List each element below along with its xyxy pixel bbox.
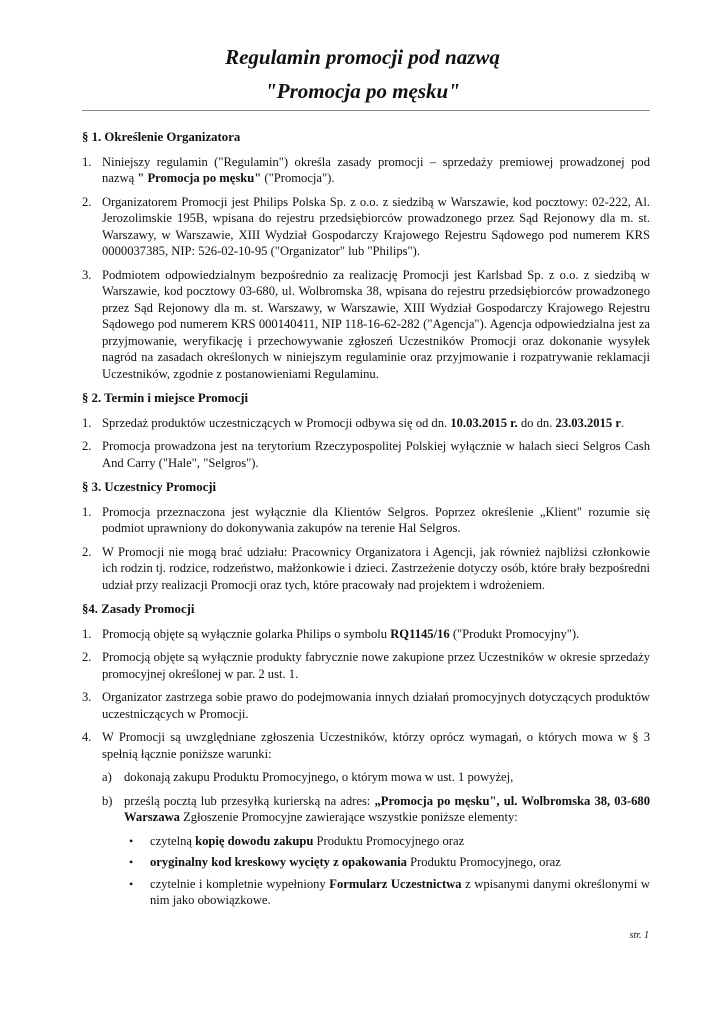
section-3-heading: § 3. Uczestnicy Promocji — [82, 480, 217, 494]
document-body — [82, 121, 650, 914]
requirement-bullet-2 — [82, 854, 650, 871]
bold-text: kopię dowodu zakupu — [195, 833, 314, 848]
subitem-letter: b) — [102, 793, 113, 808]
item-text: Promocją objęte są wyłącznie golarka Philips o symbolu — [102, 626, 391, 641]
item-number: 2. — [82, 650, 92, 664]
bold-text: oryginalny kod kreskowy wycięty z opakowania — [150, 855, 407, 869]
section-2-item-2 — [82, 438, 650, 471]
section-1-item-2 — [82, 194, 650, 260]
item-text: z wpisanymi danymi określonymi w nim jako obowiązkowe. — [150, 876, 651, 907]
item-text: czytelną — [150, 833, 196, 848]
requirement-bullet-3 — [82, 876, 650, 909]
bullet-icon: • — [129, 855, 134, 869]
item-text: Podmiotem odpowiedzialnym bezpośrednio za realizację Promocji jest Karlsbad Sp. z o.o. z siedzibą w Warszawie, kod pocztowy 03-680, ul. Wolbromska 38, wpisana do rejestru przedsiębiorców prowadzonego przez Sąd Rejonowy dla m. st. Warszawy, w Warszawie, XIII Wydział Gospodarczy Krajowego Rejestru Sądowego pod numerem KRS 000140411, NIP 118-16-62-282 ("Agencja"). Agencja odpowiedzialna jest za przyjmowanie, weryfikację i przechowywanie zgłoszeń Uczestników Promocji oraz dokonanie wysyłek nagród na zasadach określonych w niniejszym regulaminie oraz przyjmowanie i rozpatrywanie reklamacji Uczestników, zgodnie z postanowieniami Regulaminu. — [102, 267, 650, 381]
mailing-address: „Promocja po męsku", ul. Wolbromska 38, 03-680 Warszawa — [124, 793, 650, 824]
section-2-item-1 — [82, 415, 650, 432]
title-line-1: Regulamin promocji pod nazwą — [225, 45, 500, 69]
item-text: ("Produkt Promocyjny"). — [449, 626, 580, 641]
item-text: czytelnie i kompletnie wypełniony — [150, 876, 330, 891]
section-4-subitem-a — [82, 769, 650, 786]
item-number: 4. — [82, 730, 92, 744]
section-1-item-1 — [82, 154, 650, 187]
item-text: W Promocji są uwzględniane zgłoszenia Uczestników, którzy oprócz wymagań, o których mowa w § 3 spełnią łącznie poniższe warunki: — [102, 730, 650, 761]
product-symbol: RQ1145/16 — [390, 626, 450, 641]
title-line-2: "Promocja po męsku" — [265, 79, 460, 103]
item-text: ("Promocja"). — [261, 171, 335, 185]
item-text: Zgłoszenie Promocyjne zawierające wszystkie poniższe elementy: — [179, 810, 518, 824]
item-text: . — [620, 415, 625, 430]
section-4-item-2 — [82, 649, 650, 682]
section-2-heading: § 2. Termin i miejsce Promocji — [82, 391, 249, 405]
section-1-heading: § 1. Określenie Organizatora — [82, 130, 241, 144]
section-3-item-1 — [82, 504, 650, 537]
item-number: 2. — [82, 194, 92, 209]
item-number: 2. — [82, 439, 92, 453]
promo-name-bold: " Promocja po męsku" — [137, 171, 262, 185]
bold-text: Formularz Uczestnictwa — [329, 876, 462, 891]
item-text: Promocja przeznaczona jest wyłącznie dla Klientów Selgros. Poprzez określenie „Klient" rozumie się podmiot uprawniony do dokonywania zakupów na terenie Hal Selgros. — [102, 504, 650, 535]
start-date: 10.03.2015 r. — [450, 415, 518, 430]
item-text: Niniejszy regulamin ("Regulamin") określa zasady promocji – sprzedaży premiowej prowadzonej pod nazwą — [102, 154, 650, 185]
bullet-icon: • — [129, 833, 134, 848]
section-1-item-3 — [82, 267, 650, 383]
item-text: Organizator zastrzega sobie prawo do podejmowania innych działań promocyjnych dotyczących produktów uczestniczących w Promocji. — [102, 690, 650, 721]
item-text: Organizatorem Promocji jest Philips Polska Sp. z o.o. z siedzibą w Warszawie, kod pocztowy: 02-222, Al. Jerozolimskie 195B, wpisana do rejestru przedsiębiorców prowadzonego przez Sąd Rejonowy dla m. st. Warszawy, w Warszawie, XIII Wydział Gospodarczy Krajowego Rejestru Sądowego pod numerem KRS 0000037385, NIP: 526-02-10-95 ("Organizator" lub "Philips"). — [102, 194, 650, 258]
title-divider — [82, 110, 650, 111]
section-4-item-4 — [82, 729, 650, 762]
requirement-bullet-1 — [82, 833, 650, 850]
item-number: 1. — [82, 415, 92, 430]
end-date: 23.03.2015 r — [555, 415, 621, 430]
item-text: Sprzedaż produktów uczestniczących w Promocji odbywa się od dn. — [102, 415, 451, 430]
page-number: str. 1 — [629, 930, 649, 941]
item-text: Promocją objęte są wyłącznie produkty fabrycznie nowe zakupione przez Uczestników w okresie sprzedaży promocyjnej określonej w par. 2 ust. 1. — [102, 650, 650, 681]
item-text: dokonają zakupu Produktu Promocyjnego, o którym mowa w ust. 1 powyżej, — [124, 770, 514, 784]
item-number: 1. — [82, 154, 92, 169]
section-4-item-3 — [82, 689, 650, 722]
section-4-heading: §4. Zasady Promocji — [82, 602, 195, 616]
item-text: do dn. — [517, 415, 556, 430]
item-text: Produktu Promocyjnego, oraz — [406, 855, 561, 869]
item-number: 2. — [82, 544, 92, 559]
section-4-item-1 — [82, 626, 650, 643]
subitem-letter: a) — [102, 770, 112, 784]
item-number: 3. — [82, 690, 92, 704]
item-text: W Promocji nie mogą brać udziału: Pracownicy Organizatora i Agencji, jak również najbliżsi członkowie ich rodzin tj. rodzice, rodzeństwo, małżonkowie i dzieci. Zastrzeżenie dotyczy osób, które brały bezpośredni udział przy realizacji Promocji oraz tych, które pracowały nad projektem i wdrożeniem. — [102, 544, 650, 592]
item-number: 3. — [82, 267, 92, 282]
item-text: Produktu Promocyjnego oraz — [313, 833, 465, 848]
item-text: prześlą pocztą lub przesyłką kurierską na adres: — [124, 793, 375, 808]
item-text: Promocja prowadzona jest na terytorium Rzeczypospolitej Polskiej wyłącznie w halach sieci Selgros Cash And Carry ("Hale", "Selgros"). — [102, 439, 650, 470]
item-number: 1. — [82, 626, 92, 641]
bullet-icon: • — [129, 876, 134, 891]
item-number: 1. — [82, 504, 92, 519]
section-4-subitem-b — [82, 793, 650, 826]
section-3-item-2 — [82, 544, 650, 594]
